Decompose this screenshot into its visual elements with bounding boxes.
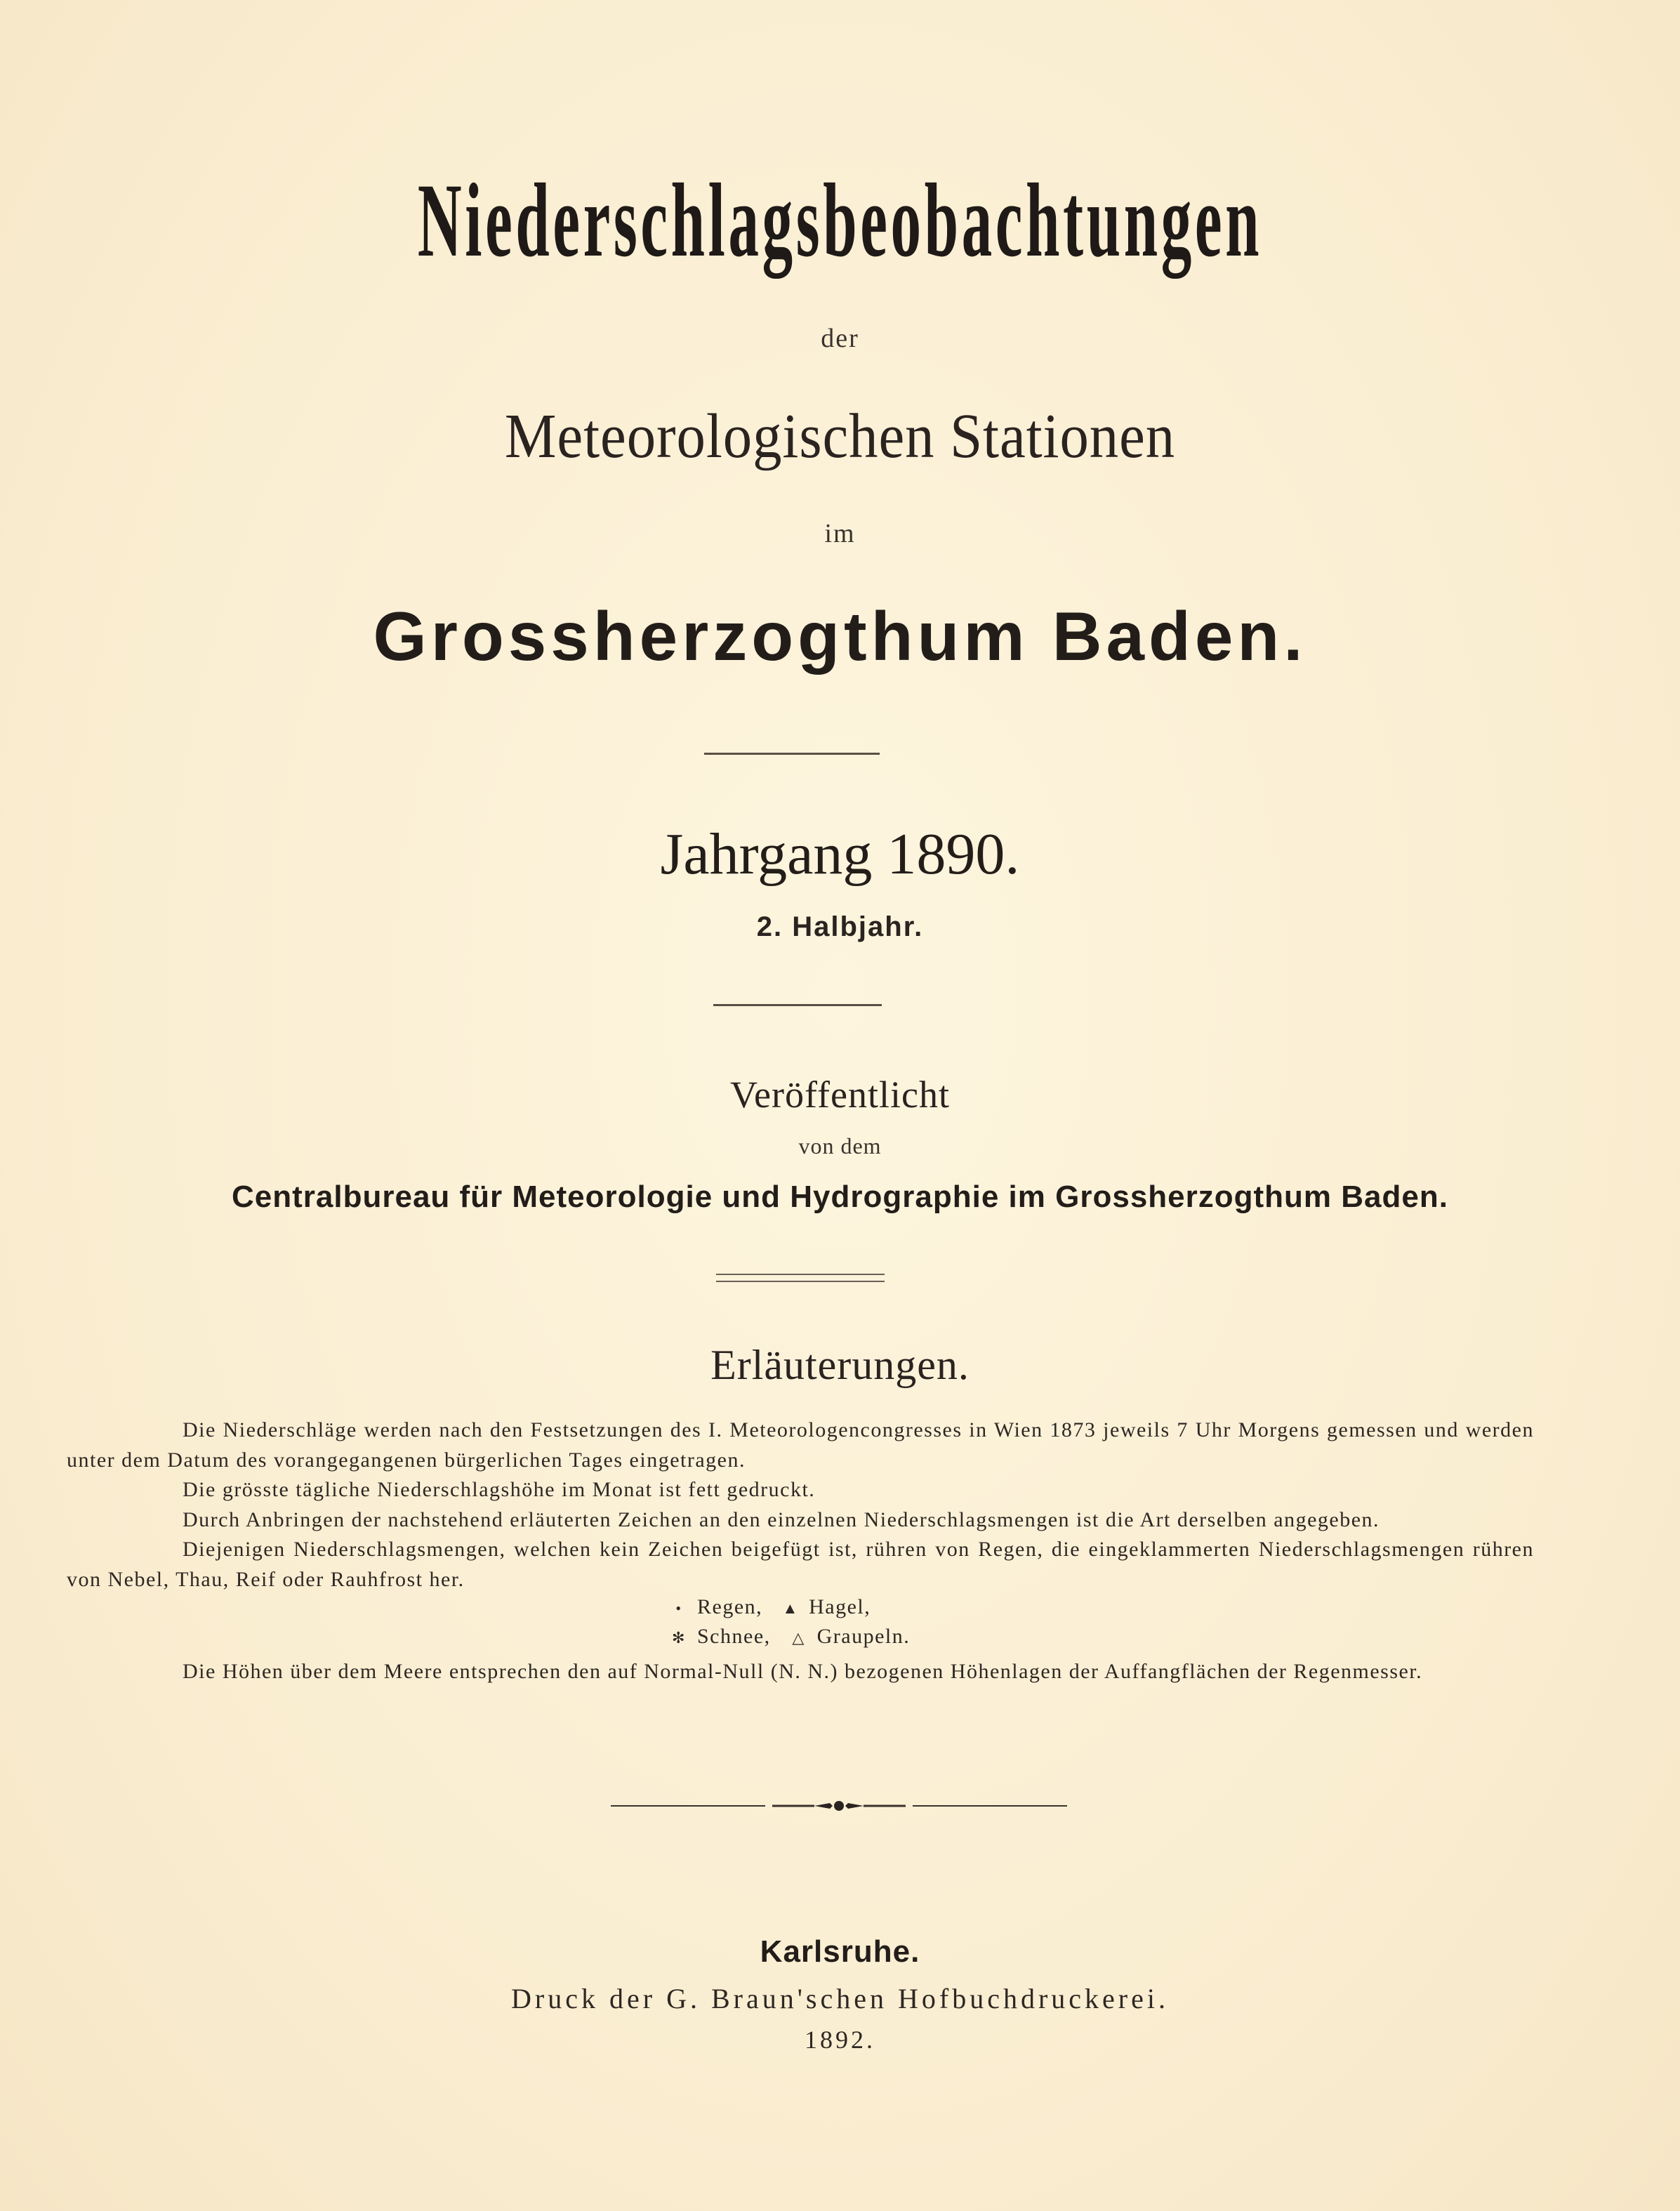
half-year-label: 2. Halbjahr. bbox=[756, 911, 924, 942]
imprint-year: 1892. bbox=[805, 2026, 875, 2054]
subtitle: Meteorologischen Stationen bbox=[504, 402, 1176, 471]
published-label: Veröffentlicht bbox=[730, 1074, 950, 1116]
explanation-paragraph: Durch Anbringen der nachstehend erläuterten Zeichen an den einzelnen Niederschlagsmengen ist die Art derselben angegeben. bbox=[183, 1507, 1380, 1531]
explanations-heading: Erläuterungen. bbox=[710, 1342, 970, 1388]
rain-label: Regen, bbox=[697, 1595, 763, 1618]
ornament-divider bbox=[611, 1797, 1067, 1814]
double-divider-bottom bbox=[716, 1281, 885, 1282]
rain-dot-icon: • bbox=[675, 1599, 682, 1617]
symbol-legend-line-2 bbox=[667, 1625, 910, 1649]
divider-1 bbox=[704, 753, 880, 755]
imprint-printer: Druck der G. Braun'schen Hofbuchdruckerei. bbox=[511, 1983, 1169, 2014]
symbol-legend-line-1 bbox=[667, 1595, 871, 1619]
by-label: von dem bbox=[798, 1133, 882, 1159]
explanation-paragraph: Diejenigen Niederschlagsmengen, welchen kein Zeichen beigefügt ist, rühren von Regen, die eingeklammerten Niederschlagsmengen rühren von Nebel, Thau, Reif oder Rauhfrost her. bbox=[67, 1538, 1534, 1591]
divider-2 bbox=[713, 1004, 882, 1006]
year-heading: Jahrgang 1890. bbox=[660, 821, 1020, 887]
explanation-paragraph: Die grösste tägliche Niederschlagshöhe im Monat ist fett gedruckt. bbox=[183, 1478, 816, 1501]
publisher-name: Centralbureau für Meteorologie und Hydrographie im Grossherzogthum Baden. bbox=[232, 1180, 1448, 1214]
imprint-city: Karlsruhe. bbox=[760, 1934, 920, 1969]
graupel-label: Graupeln. bbox=[816, 1625, 911, 1648]
hail-label: Hagel, bbox=[809, 1595, 871, 1618]
closing-note bbox=[67, 1657, 1534, 1687]
region-heading: Grossherzogthum Baden. bbox=[373, 598, 1307, 675]
closing-paragraph: Die Höhen über dem Meere entsprechen den auf Normal-Null (N. N.) bezogenen Höhenlagen der Auffangflächen der Regenmesser. bbox=[183, 1660, 1423, 1683]
snow-label: Schnee, bbox=[697, 1625, 771, 1648]
graupel-triangle-icon: △ bbox=[792, 1629, 805, 1646]
explanation-paragraph: Die Niederschläge werden nach den Festsetzungen des I. Meteorologencongresses in Wien 1873 jeweils 7 Uhr Morgens gemessen und werden unter dem Datum des vorangegangenen bürgerlichen Tages eingetragen. bbox=[67, 1418, 1534, 1472]
hail-triangle-icon: ▲ bbox=[782, 1599, 799, 1617]
connector-der: der bbox=[821, 324, 859, 353]
double-divider-top bbox=[716, 1274, 885, 1275]
connector-im: im bbox=[824, 519, 856, 548]
snow-star-icon: ✻ bbox=[672, 1629, 686, 1646]
document-title: Niederschlagsbeobachtungen bbox=[417, 162, 1263, 279]
explanations-body bbox=[67, 1415, 1534, 1595]
